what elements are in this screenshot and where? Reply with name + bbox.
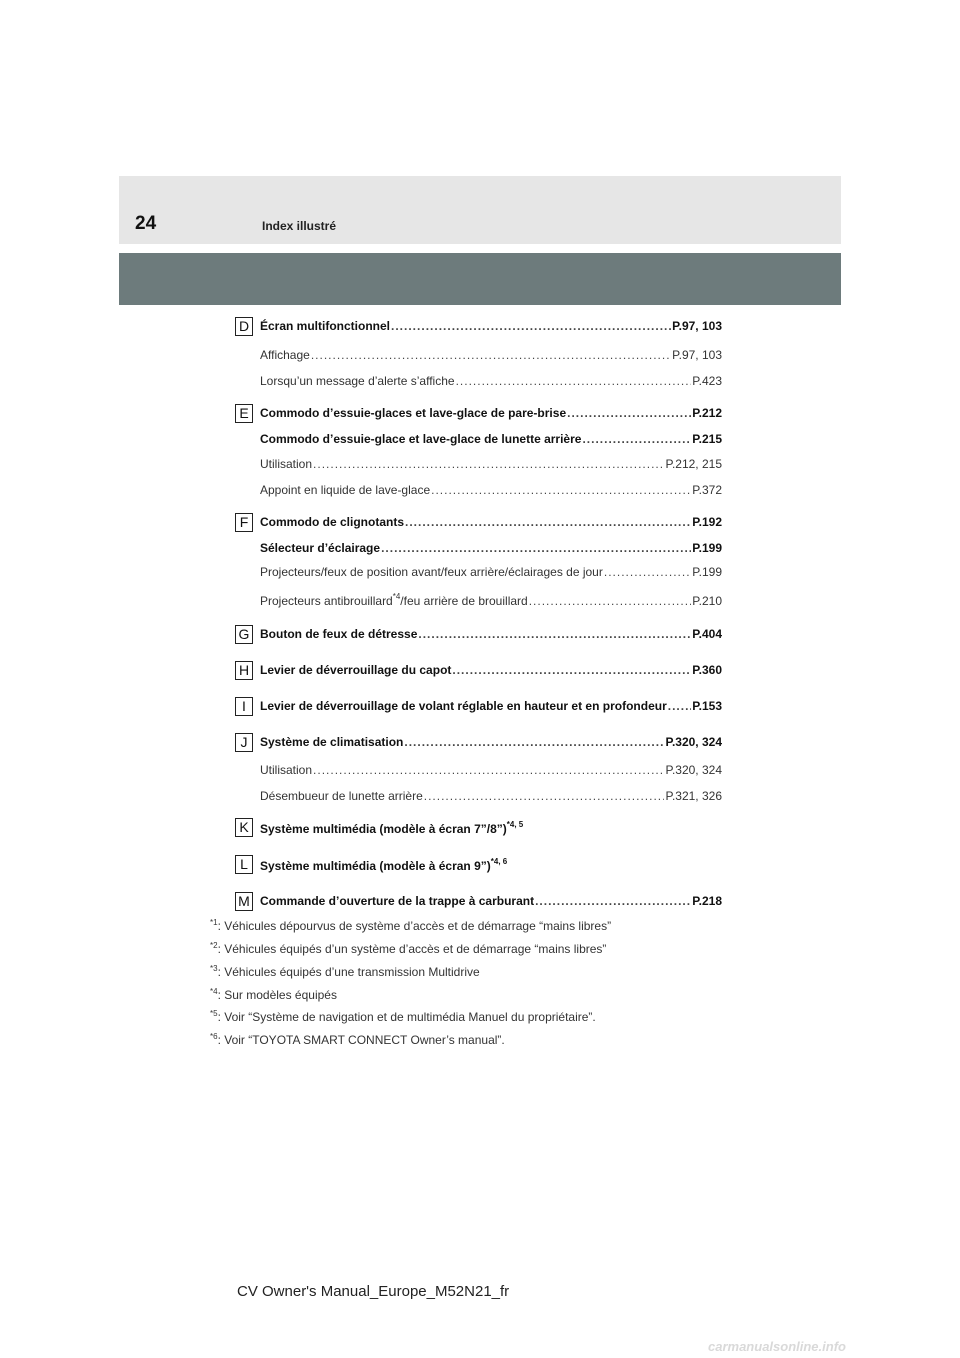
entry-label <box>260 593 528 609</box>
index-entry[interactable] <box>260 431 722 447</box>
footnote-reference: *4 <box>392 593 401 601</box>
index-entry[interactable] <box>260 626 722 642</box>
entry-label-text: Lorsqu’un message d’alerte s’affiche <box>260 374 455 388</box>
leader-dots <box>405 514 691 530</box>
entry-label-text: Commodo d’essuie-glaces et lave-glace de pare-brise <box>260 406 567 420</box>
footnote-text: : Voir “TOYOTA SMART CONNECT Owner’s manual”. <box>217 1033 505 1047</box>
section-letter-m: M <box>235 892 253 911</box>
entry-label-text: Système multimédia (modèle à écran 9”) <box>260 859 491 873</box>
page-reference[interactable]: P.404 <box>692 627 722 641</box>
footnote-text: : Véhicules dépourvus de système d’accès et de démarrage “mains libres” <box>217 919 612 933</box>
watermark: carmanualsonline.info <box>708 1339 846 1354</box>
index-entry[interactable] <box>260 698 722 714</box>
entry-label <box>260 626 417 642</box>
section-letter-i: I <box>235 697 253 716</box>
section-letter-k: K <box>235 818 253 837</box>
index-entry[interactable] <box>260 564 722 580</box>
leader-dots <box>424 788 665 804</box>
leader-dots <box>313 456 664 472</box>
page-reference[interactable]: P.97, 103 <box>672 319 722 333</box>
index-entry[interactable] <box>260 662 722 678</box>
leader-dots <box>431 482 691 498</box>
entry-label-text: Levier de déverrouillage de volant réglable en hauteur et en profondeur <box>260 699 667 713</box>
entry-label-text: Projecteurs antibrouillard <box>260 594 393 608</box>
section-title: Index illustré <box>262 219 337 233</box>
page-reference[interactable]: P.212, 215 <box>665 457 722 471</box>
entry-label-text: Bouton de feux de détresse <box>260 627 418 641</box>
entry-label <box>260 698 667 714</box>
footnote-text: : Voir “Système de navigation et de multimédia Manuel du propriétaire”. <box>217 1010 596 1024</box>
entry-label-text: Écran multifonctionnel <box>260 319 391 333</box>
entry-label-text: Levier de déverrouillage du capot <box>260 663 452 677</box>
section-letter-j: J <box>235 733 253 752</box>
index-entry[interactable] <box>260 788 722 804</box>
entry-label-text: Utilisation <box>260 763 313 777</box>
footnote-text: : Véhicules équipés d’une transmission Multidrive <box>217 965 480 979</box>
entry-label <box>260 762 312 778</box>
entry-label <box>260 431 581 447</box>
section-letter-e: E <box>235 404 253 423</box>
entry-label-text: Désembueur de lunette arrière <box>260 789 423 803</box>
entry-label <box>260 788 423 804</box>
leader-dots <box>381 540 691 556</box>
entry-label <box>260 405 566 421</box>
index-entry[interactable] <box>260 456 722 472</box>
section-letter-g: G <box>235 625 253 644</box>
leader-dots <box>604 564 691 580</box>
leader-dots <box>452 662 691 678</box>
index-entry[interactable] <box>260 405 722 421</box>
entry-label-text: Utilisation <box>260 457 313 471</box>
footnote <box>210 964 480 980</box>
entry-label <box>260 540 380 556</box>
entry-label <box>260 662 451 678</box>
index-entry[interactable] <box>260 734 722 750</box>
entry-label <box>260 373 455 389</box>
index-entry[interactable] <box>260 540 722 556</box>
page-reference[interactable]: P.218 <box>692 894 722 908</box>
footnote <box>210 918 611 934</box>
footnote-mark: *3 <box>210 964 218 973</box>
entry-label <box>260 514 404 530</box>
index-entry[interactable] <box>260 373 722 389</box>
page-reference[interactable]: P.215 <box>692 432 722 446</box>
section-letter-l: L <box>235 855 253 874</box>
footnote-mark: *6 <box>210 1032 218 1041</box>
leader-dots <box>567 405 691 421</box>
page-reference[interactable]: P.210 <box>692 594 722 608</box>
leader-dots <box>404 734 664 750</box>
footnote-reference: *4, 5 <box>506 821 524 829</box>
leader-dots <box>668 698 691 714</box>
footnote-text: : Sur modèles équipés <box>217 988 337 1002</box>
entry-label-text: Sélecteur d’éclairage <box>260 541 381 555</box>
entry-label <box>260 482 430 498</box>
leader-dots <box>391 318 671 334</box>
leader-dots <box>529 593 691 609</box>
entry-label-text: Système de climatisation <box>260 735 404 749</box>
page-reference[interactable]: P.153 <box>692 699 722 713</box>
page-reference[interactable]: P.199 <box>692 565 722 579</box>
entry-label-text: Commodo de clignotants <box>260 515 404 529</box>
index-entry[interactable] <box>260 347 722 363</box>
index-entry[interactable] <box>260 893 722 909</box>
entry-label-text: Appoint en liquide de lave-glace <box>260 483 431 497</box>
page-reference[interactable]: P.320, 324 <box>665 763 722 777</box>
leader-dots <box>582 431 691 447</box>
manual-name: CV Owner's Manual_Europe_M52N21_fr <box>237 1283 510 1300</box>
footnote <box>210 941 606 957</box>
index-entry[interactable] <box>260 318 722 334</box>
footnote-reference: *4, 6 <box>490 858 508 866</box>
page-reference[interactable]: P.199 <box>692 541 722 555</box>
page-reference[interactable]: P.372 <box>692 483 722 497</box>
index-entry[interactable] <box>260 858 730 874</box>
index-entry[interactable] <box>260 482 722 498</box>
entry-label <box>260 347 310 363</box>
leader-dots <box>535 893 691 909</box>
index-entry[interactable] <box>260 514 722 530</box>
entry-label <box>260 858 507 874</box>
index-entry[interactable] <box>260 762 722 778</box>
page-reference[interactable]: P.360 <box>692 663 722 677</box>
section-letter-f: F <box>235 513 253 532</box>
footnote <box>210 1009 596 1025</box>
footnote <box>210 1032 505 1048</box>
footnote-mark: *4 <box>210 987 218 996</box>
entry-label-text: Commodo d’essuie-glace et lave-glace de lunette arrière <box>260 432 582 446</box>
leader-dots <box>313 762 664 778</box>
page-reference[interactable]: P.321, 326 <box>665 789 722 803</box>
section-letter-d: D <box>235 317 253 336</box>
entry-label-text: Projecteurs/feux de position avant/feux arrière/éclairages de jour <box>260 565 603 579</box>
leader-dots <box>311 347 671 363</box>
entry-label-text: Système multimédia (modèle à écran 7”/8”) <box>260 822 507 836</box>
entry-label <box>260 734 403 750</box>
leader-dots <box>418 626 691 642</box>
section-letter-h: H <box>235 661 253 680</box>
footnote-mark: *5 <box>210 1009 218 1018</box>
index-entry[interactable] <box>260 593 722 609</box>
entry-label <box>260 821 523 837</box>
entry-label <box>260 564 603 580</box>
page-reference[interactable]: P.423 <box>692 374 722 388</box>
entry-label-text-continued: /feu arrière de brouillard <box>400 594 528 608</box>
footnote-mark: *1 <box>210 918 218 927</box>
leader-dots <box>456 373 692 389</box>
page-reference[interactable]: P.320, 324 <box>665 735 722 749</box>
entry-label <box>260 456 312 472</box>
page-reference[interactable]: P.212 <box>692 406 722 420</box>
page-number: 24 <box>135 213 157 234</box>
footnote-mark: *2 <box>210 941 218 950</box>
footnote <box>210 987 337 1003</box>
index-entry[interactable] <box>260 821 730 837</box>
page-reference[interactable]: P.97, 103 <box>672 348 722 362</box>
entry-label <box>260 318 390 334</box>
entry-label-text: Affichage <box>260 348 310 362</box>
entry-label-text: Commande d’ouverture de la trappe à carburant <box>260 894 535 908</box>
footnote-text: : Véhicules équipés d’un système d’accès et de démarrage “mains libres” <box>217 942 607 956</box>
entry-label <box>260 893 534 909</box>
page-reference[interactable]: P.192 <box>692 515 722 529</box>
